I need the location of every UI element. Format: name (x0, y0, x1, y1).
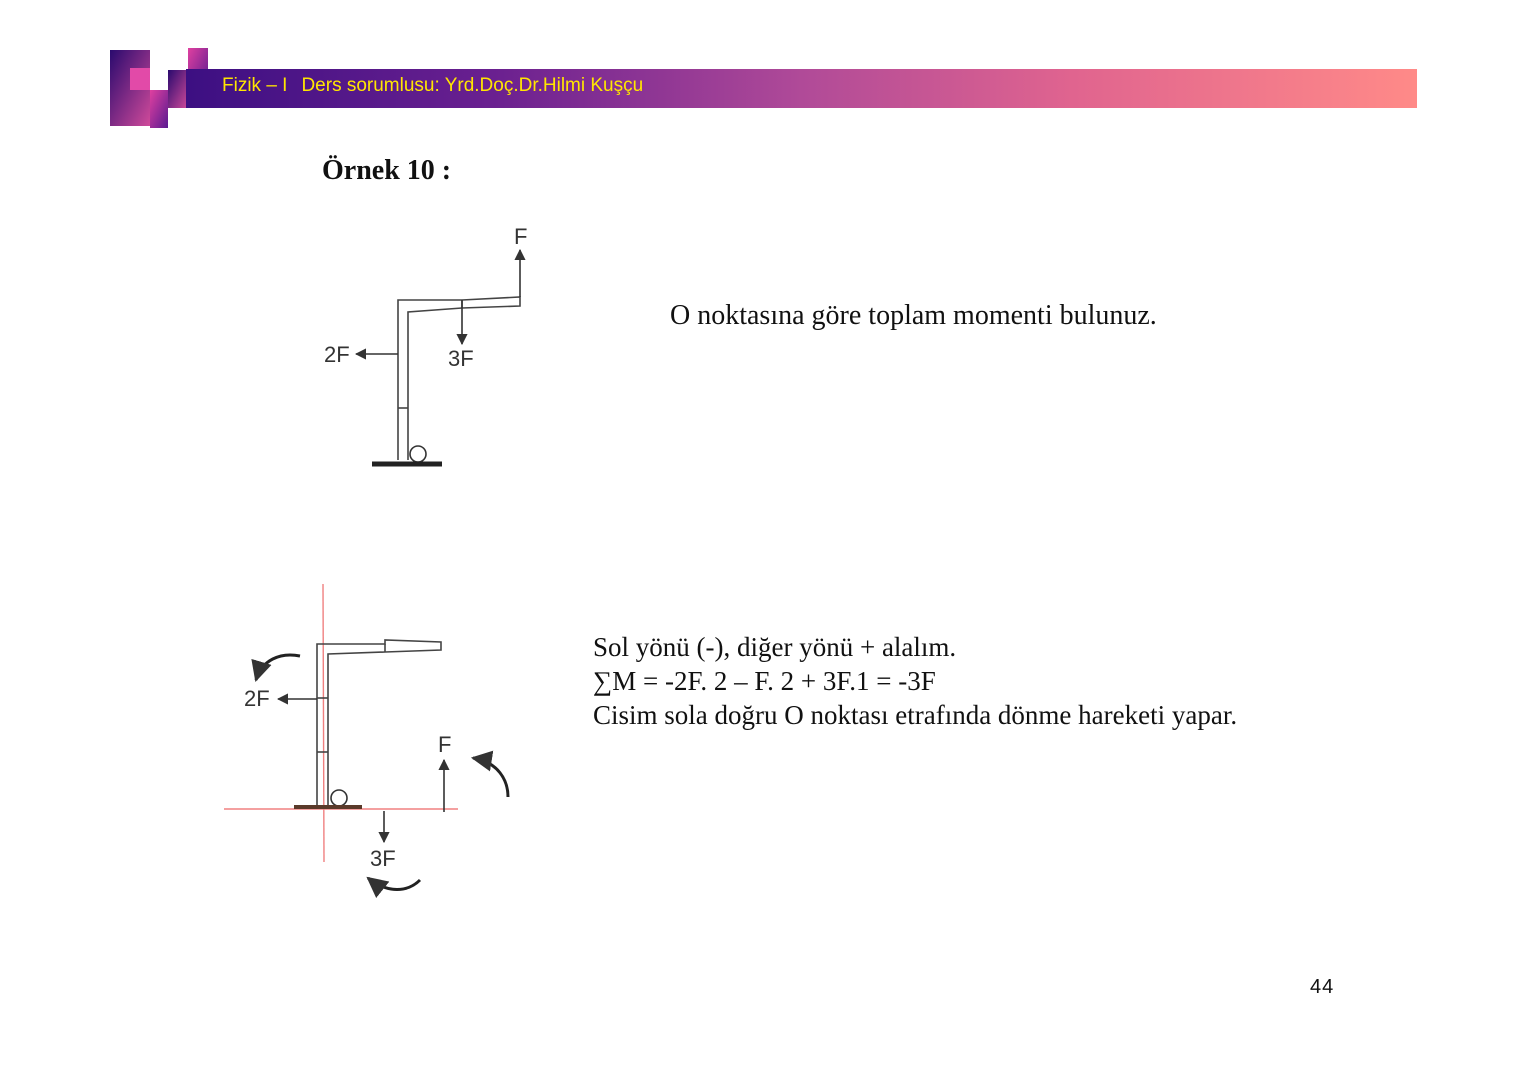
label-force-f-bottom: F (438, 732, 452, 757)
page-number: 44 (1310, 976, 1335, 998)
solution-line-2: ∑M = -2F. 2 – F. 2 + 3F.1 = -3F (593, 666, 936, 696)
solution-line-3: Cisim sola doğru O noktası etrafında dönme hareketi yapar. (593, 700, 1238, 730)
solution-text (593, 630, 1237, 732)
solution-line-1: Sol yönü (-), diğer yönü + alalım. (593, 632, 957, 662)
label-force-2f-top: 2F (324, 342, 350, 367)
rotation-arrow-2f (256, 655, 300, 680)
label-force-3f-top: 3F (448, 346, 474, 371)
rotation-arrow-f (473, 758, 508, 797)
course-name: Fizik – I (222, 75, 288, 96)
pivot-o-bottom (331, 790, 347, 806)
label-force-2f-bottom: 2F (244, 686, 270, 711)
instructor-name: Ders sorumlusu: Yrd.Doç.Dr.Hilmi Kuşçu (301, 75, 644, 96)
axis-vertical (323, 584, 324, 862)
label-force-f-top: F (514, 224, 528, 249)
label-force-3f-bottom: 3F (370, 846, 396, 871)
example-question: O noktasına göre toplam momenti bulunuz. (670, 300, 1157, 331)
example-title: Örnek 10 : (322, 155, 452, 186)
rotation-arrow-3f (368, 878, 420, 890)
bent-rod-bottom (317, 640, 441, 806)
